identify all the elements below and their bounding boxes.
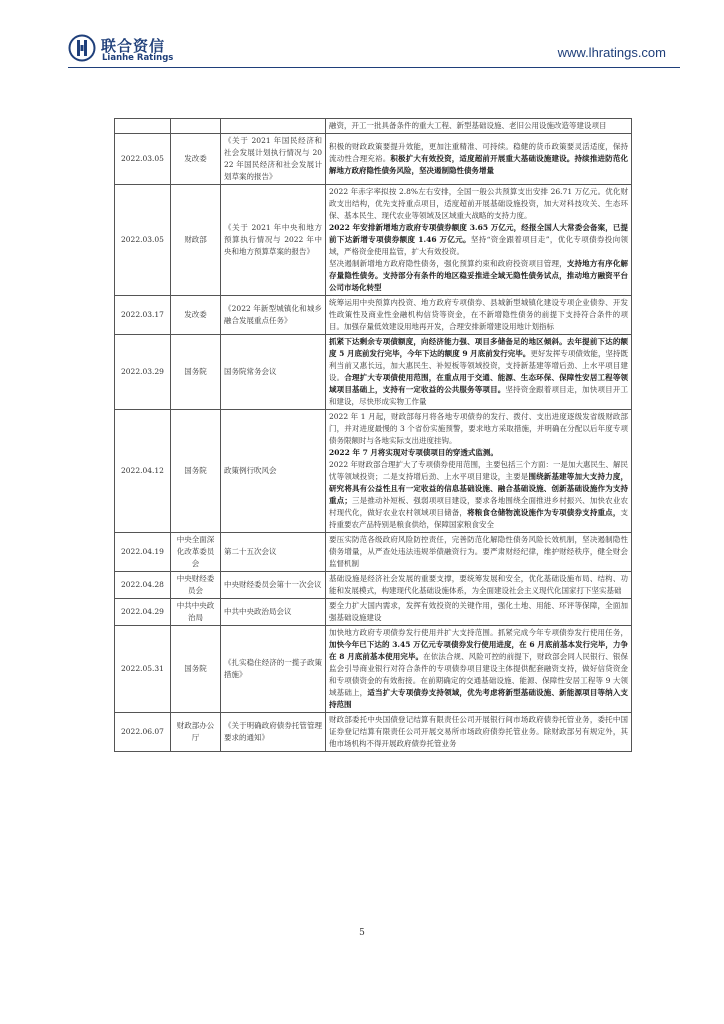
table-row <box>115 572 632 599</box>
content-emphasis: 2022 年 7 月将实现对专项债项目的穿透式监测。 <box>329 448 498 457</box>
content-paragraph <box>329 222 628 258</box>
cell-agency <box>171 119 221 134</box>
policy-table-body <box>115 119 632 752</box>
content-text: 在依法合规、风险可控的前提下，财政部会同人民银行、银保监会引导商业银行对符合条件的专项债券项目建设主体提供配套融资支持，做好信贷资金和专项债资金的有效衔接。在前期确定的交通基础设施、能源、保障性安居工程等 9 大领域基础上， <box>329 652 628 697</box>
content-emphasis: 抓紧下达剩余专项债额度，向经济能力强、项目多储备足的地区倾斜。去年提前下达的额度 5 月底前发行完毕，今年下达的额度 9 月底前发行完毕。 <box>329 337 628 358</box>
table-row <box>115 599 632 626</box>
cell-content <box>326 335 632 410</box>
content-emphasis: 2022 年安排新增地方政府专项债券额度 3.65 万亿元，经报全国人大常委会备案，已提前下达新增专项债券额度 1.46 万亿元。 <box>329 223 628 244</box>
content-paragraph <box>329 336 628 408</box>
cell-document: 第二十五次会议 <box>221 533 326 572</box>
content-text: 积极的财政政策要提升效能，更加注重精准、可持续。稳健的货币政策要灵活适度，保持流动性合理充裕。 <box>329 142 628 163</box>
content-paragraph <box>329 186 628 222</box>
cell-document: 《关于 2021 年国民经济和社会发展计划执行情况与 2022 年国民经济和社会发展计划草案的报告》 <box>221 134 326 185</box>
cell-content <box>326 185 632 296</box>
cell-date: 2022.03.17 <box>115 296 171 335</box>
cell-document: 国务院常务会议 <box>221 335 326 410</box>
cell-agency: 财政部 <box>171 185 221 296</box>
cell-date: 2022.05.31 <box>115 626 171 713</box>
cell-date: 2022.03.05 <box>115 134 171 185</box>
content-text: 要压实防范各级政府风险防控责任，完善防范化解隐性债务风险长效机制，坚决遏制隐性债务增量，从严查处违法违规举债融资行为。要严肃财经纪律，维护财经秩序，健全财会监督机制 <box>329 535 628 568</box>
content-paragraph <box>329 141 628 177</box>
content-paragraph <box>329 534 628 570</box>
content-text: 融资，开工一批具备条件的重大工程、新型基础设施、老旧公用设施改造等建设项目 <box>329 121 607 130</box>
content-text: 财政部委托中央国债登记结算有限责任公司开展银行间市场政府债券托管业务，委托中国证券登记结算有限责任公司开展交易所市场政府债券托管业务。除财政部另有规定外，其他市场机构不得开展政府债券托管业务 <box>329 715 628 748</box>
website-url[interactable]: www.lhratings.com <box>557 45 666 60</box>
content-paragraph <box>329 600 628 624</box>
policy-table <box>114 118 632 752</box>
cell-agency: 国务院 <box>171 626 221 713</box>
content-text: 2022 年赤字率拟按 2.8%左右安排，全国一般公共预算支出安排 26.71 万亿元。优化财政支出结构，优先支持重点项目，适度超前开展基础设施投资，加大对科技攻关、生态环保、基本民生、现代农业等领域及区域重大战略的支持力度。 <box>329 187 628 220</box>
page-header <box>0 0 724 72</box>
cell-content <box>326 533 632 572</box>
content-emphasis: 加快今年已下达的 3.45 万亿元专项债券发行使用进度，在 6 月底前基本发行完毕，力争在 8 月底前基本使用完毕。 <box>329 640 628 661</box>
cell-document: 政策例行吹风会 <box>221 410 326 533</box>
content-text: 三是推动补短板、强弱项项目建设，要求各地围绕全面推进乡村振兴、加快农业农村现代化，做好农业农村领域项目储备， <box>329 496 628 517</box>
content-emphasis: 积极扩大有效投资，适度超前开展重大基础设施建设。持续推进防范化解地方政府隐性债务风险，坚决遏制隐性债务增量 <box>329 154 629 175</box>
table-row <box>115 533 632 572</box>
cell-date: 2022.03.05 <box>115 185 171 296</box>
content-text: 支持重要农产品特别是粮食供给，保障国家粮食安全 <box>329 508 628 529</box>
content-emphasis: 适当扩大专项债券支持领域，优先考虑将新型基础设施、新能源项目等纳入支持范围 <box>329 688 629 709</box>
table-row <box>115 335 632 410</box>
content-paragraph <box>329 459 628 531</box>
cell-document: 中央财经委员会第十一次会议 <box>221 572 326 599</box>
cell-date: 2022.04.28 <box>115 572 171 599</box>
cell-content <box>326 626 632 713</box>
content-emphasis: 合理扩大专项债使用范围，在重点用于交通、能源、生态环保、保障性安居工程等领域项目基础上，支持有一定收益的公共服务等项目。 <box>329 373 628 394</box>
content-paragraph <box>329 573 628 597</box>
cell-document: 《关于明确政府债券托管管理要求的通知》 <box>221 713 326 752</box>
logo-english-name: Lianhe Ratings <box>102 53 174 63</box>
cell-agency: 发改委 <box>171 134 221 185</box>
cell-date: 2022.04.19 <box>115 533 171 572</box>
content-paragraph <box>329 120 628 132</box>
cell-content <box>326 713 632 752</box>
content-paragraph <box>329 297 628 333</box>
content-text: 更好发挥专项债效能，坚持既利当前又惠长远，加大惠民生、补短板等领域投资，支持新基建等增后劲、上水平项目建设。 <box>329 349 628 382</box>
cell-agency: 中央财经委员会 <box>171 572 221 599</box>
content-paragraph <box>329 627 628 711</box>
cell-document: 《扎实稳住经济的一揽子政策措施》 <box>221 626 326 713</box>
table-row <box>115 410 632 533</box>
content-paragraph <box>329 411 628 447</box>
content-emphasis: 支持地方有序化解存量隐性债务。支持部分有条件的地区稳妥推进全域无隐性债务试点，推动地方融资平台公司市场化转型 <box>329 259 629 292</box>
content-text: 加快地方政府专项债券发行使用并扩大支持范围。抓紧完成今年专项债券发行使用任务， <box>329 628 628 637</box>
cell-date: 2022.06.07 <box>115 713 171 752</box>
cell-document: 《2022 年新型城镇化和城乡融合发展重点任务》 <box>221 296 326 335</box>
cell-agency: 中央全面深化改革委员会 <box>171 533 221 572</box>
cell-date: 2022.04.29 <box>115 599 171 626</box>
lianhe-logo-icon <box>68 34 96 62</box>
cell-content <box>326 572 632 599</box>
logo-chinese-name: 联合资信 <box>101 37 166 55</box>
cell-content <box>326 134 632 185</box>
table-row <box>115 626 632 713</box>
cell-document <box>221 119 326 134</box>
table-row <box>115 119 632 134</box>
cell-content <box>326 119 632 134</box>
content-text: 坚持“资金跟着项目走”，优化专项债券投向领域，严格资金使用监管，扩大有效投资。 <box>329 235 628 256</box>
cell-agency: 发改委 <box>171 296 221 335</box>
cell-content <box>326 599 632 626</box>
content-paragraph <box>329 258 628 294</box>
content-emphasis: 围绕新基建等加大支持力度，研究将具有公益性且有一定收益的信息基础设施、融合基础设施、创新基础设施作为支持重点； <box>329 472 629 505</box>
content-emphasis: 将粮食仓储物流设施作为专项债券支持重点， <box>467 508 621 517</box>
cell-agency: 中共中央政治局 <box>171 599 221 626</box>
content-text: 2022 年财政部合理扩大了专项债券使用范围，主要包括三个方面：一是加大惠民生、解民忧等领域投资；二是支持增后劲、上水平项目建设，主要是 <box>329 460 628 481</box>
content-text: 坚决遏制新增地方政府隐性债务，强化预算约束和政府投资项目管理， <box>329 259 567 268</box>
cell-agency: 财政部办公厅 <box>171 713 221 752</box>
page-number: 5 <box>359 928 365 938</box>
table-row <box>115 134 632 185</box>
cell-date: 2022.04.12 <box>115 410 171 533</box>
cell-date <box>115 119 171 134</box>
content-paragraph <box>329 447 628 459</box>
header-divider <box>68 67 680 68</box>
content-text: 要全力扩大国内需求，发挥有效投资的关键作用，强化土地、用能、环评等保障，全面加强基础设施建设 <box>329 601 628 622</box>
cell-agency: 国务院 <box>171 410 221 533</box>
content-text: 统筹运用中央预算内投资、地方政府专项债券、县城新型城镇化建设专项企业债券、开发性政策性及商业性金融机构信贷等资金，在不新增隐性债务的前提下支持符合条件的项目。加强存量低效建设用地再开发，合理安排新增建设用地计划指标 <box>329 298 628 331</box>
content-text: 2022 年 1 月起，财政部每月将各地专项债券的发行、拨付、支出进度逐级发省级财政部门，并对进度最慢的 3 个省份实施预警，要求地方采取措施，并明确在分配以后年度专项债务限额时与各地实际支出进度挂钩。 <box>329 412 628 445</box>
cell-document: 中共中央政治局会议 <box>221 599 326 626</box>
table-row <box>115 185 632 296</box>
table-row <box>115 296 632 335</box>
table-row <box>115 713 632 752</box>
cell-date: 2022.03.29 <box>115 335 171 410</box>
cell-document: 《关于 2021 年中央和地方预算执行情况与 2022 年中央和地方预算草案的报告》 <box>221 185 326 296</box>
cell-agency: 国务院 <box>171 335 221 410</box>
content-text: 坚持资金跟着项目走，加快项目开工和建设，尽快形成实物工作量 <box>329 385 629 406</box>
cell-content <box>326 410 632 533</box>
company-logo <box>68 34 208 64</box>
cell-content <box>326 296 632 335</box>
content-text: 基础设施是经济社会发展的重要支撑，要统筹发展和安全，优化基础设施布局、结构、功能和发展模式，构建现代化基础设施体系，为全面建设社会主义现代化国家打下坚实基础 <box>329 574 628 595</box>
content-paragraph <box>329 714 628 750</box>
